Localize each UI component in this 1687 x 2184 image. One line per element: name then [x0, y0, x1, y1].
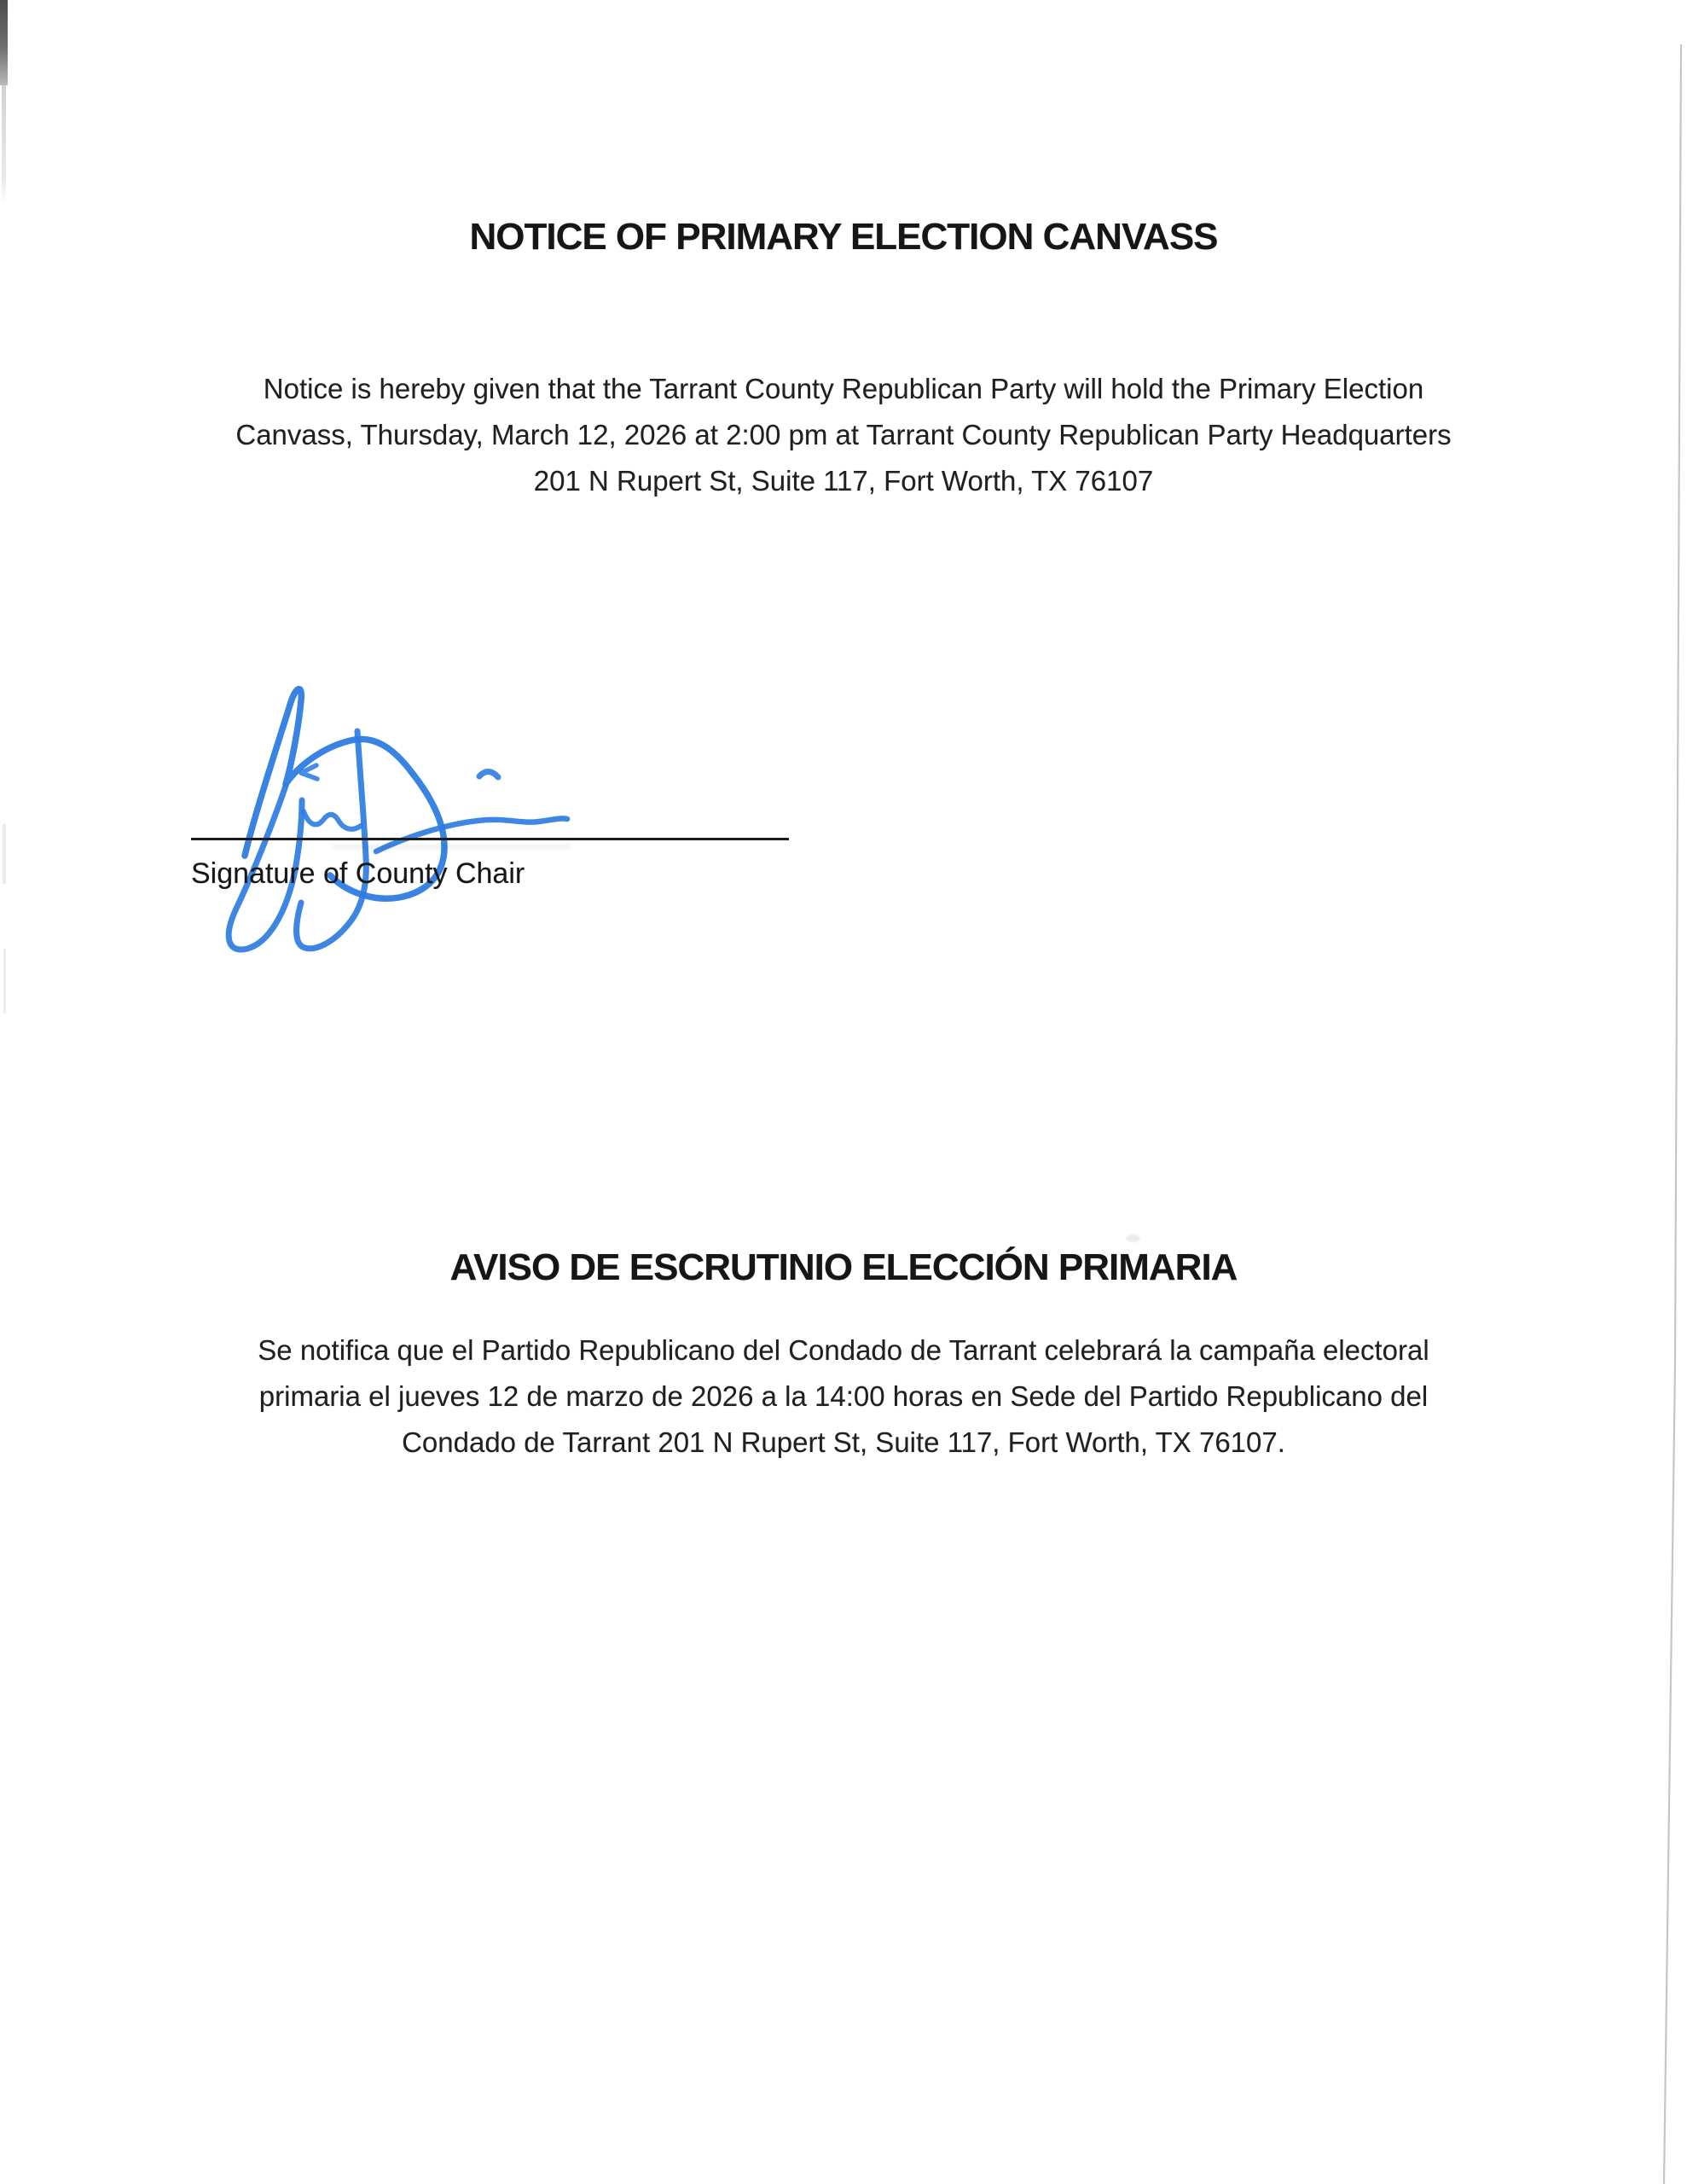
notice-paragraph [0, 366, 1687, 504]
aviso-line-2: primaria el jueves 12 de marzo de 2026 a la 14:00 horas en Sede del Partido Republicano del [258, 1380, 1429, 1412]
aviso-line-1: Se notifica que el Partido Republicano del Condado de Tarrant celebrará la campaña electoral [258, 1334, 1429, 1366]
scan-artifact-top-left-tail [2, 85, 6, 203]
signature-stroke-tilde [479, 771, 498, 777]
scan-artifact-left-edge-2 [3, 949, 6, 1014]
aviso-line-3: Condado de Tarrant 201 N Rupert St, Suite 117, Fort Worth, TX 76107. [402, 1426, 1285, 1458]
notice-line-2: Canvass, Thursday, March 12, 2026 at 2:00 pm at Tarrant County Republican Party Headquarters [235, 419, 1452, 450]
signature-line-ghost [333, 845, 571, 849]
signature-stroke-squiggle [304, 811, 361, 829]
aviso-paragraph [0, 1327, 1687, 1466]
notice-title: NOTICE OF PRIMARY ELECTION CANVASS [469, 216, 1218, 258]
scan-artifact-top-left [0, 0, 8, 85]
signature-label: Signature of County Chair [191, 857, 525, 890]
notice-line-3: 201 N Rupert St, Suite 117, Fort Worth, TX 76107 [533, 465, 1154, 497]
aviso-title: AVISO DE ESCRUTINIO ELECCIÓN PRIMARIA [449, 1246, 1238, 1288]
scan-smudge-dot [1126, 1234, 1140, 1242]
scan-artifact-left-edge-1 [3, 824, 6, 884]
signature-stroke-arrow [301, 765, 317, 779]
notice-line-1: Notice is hereby given that the Tarrant County Republican Party will hold the Primary Election [263, 373, 1424, 404]
signature-line [191, 838, 789, 840]
